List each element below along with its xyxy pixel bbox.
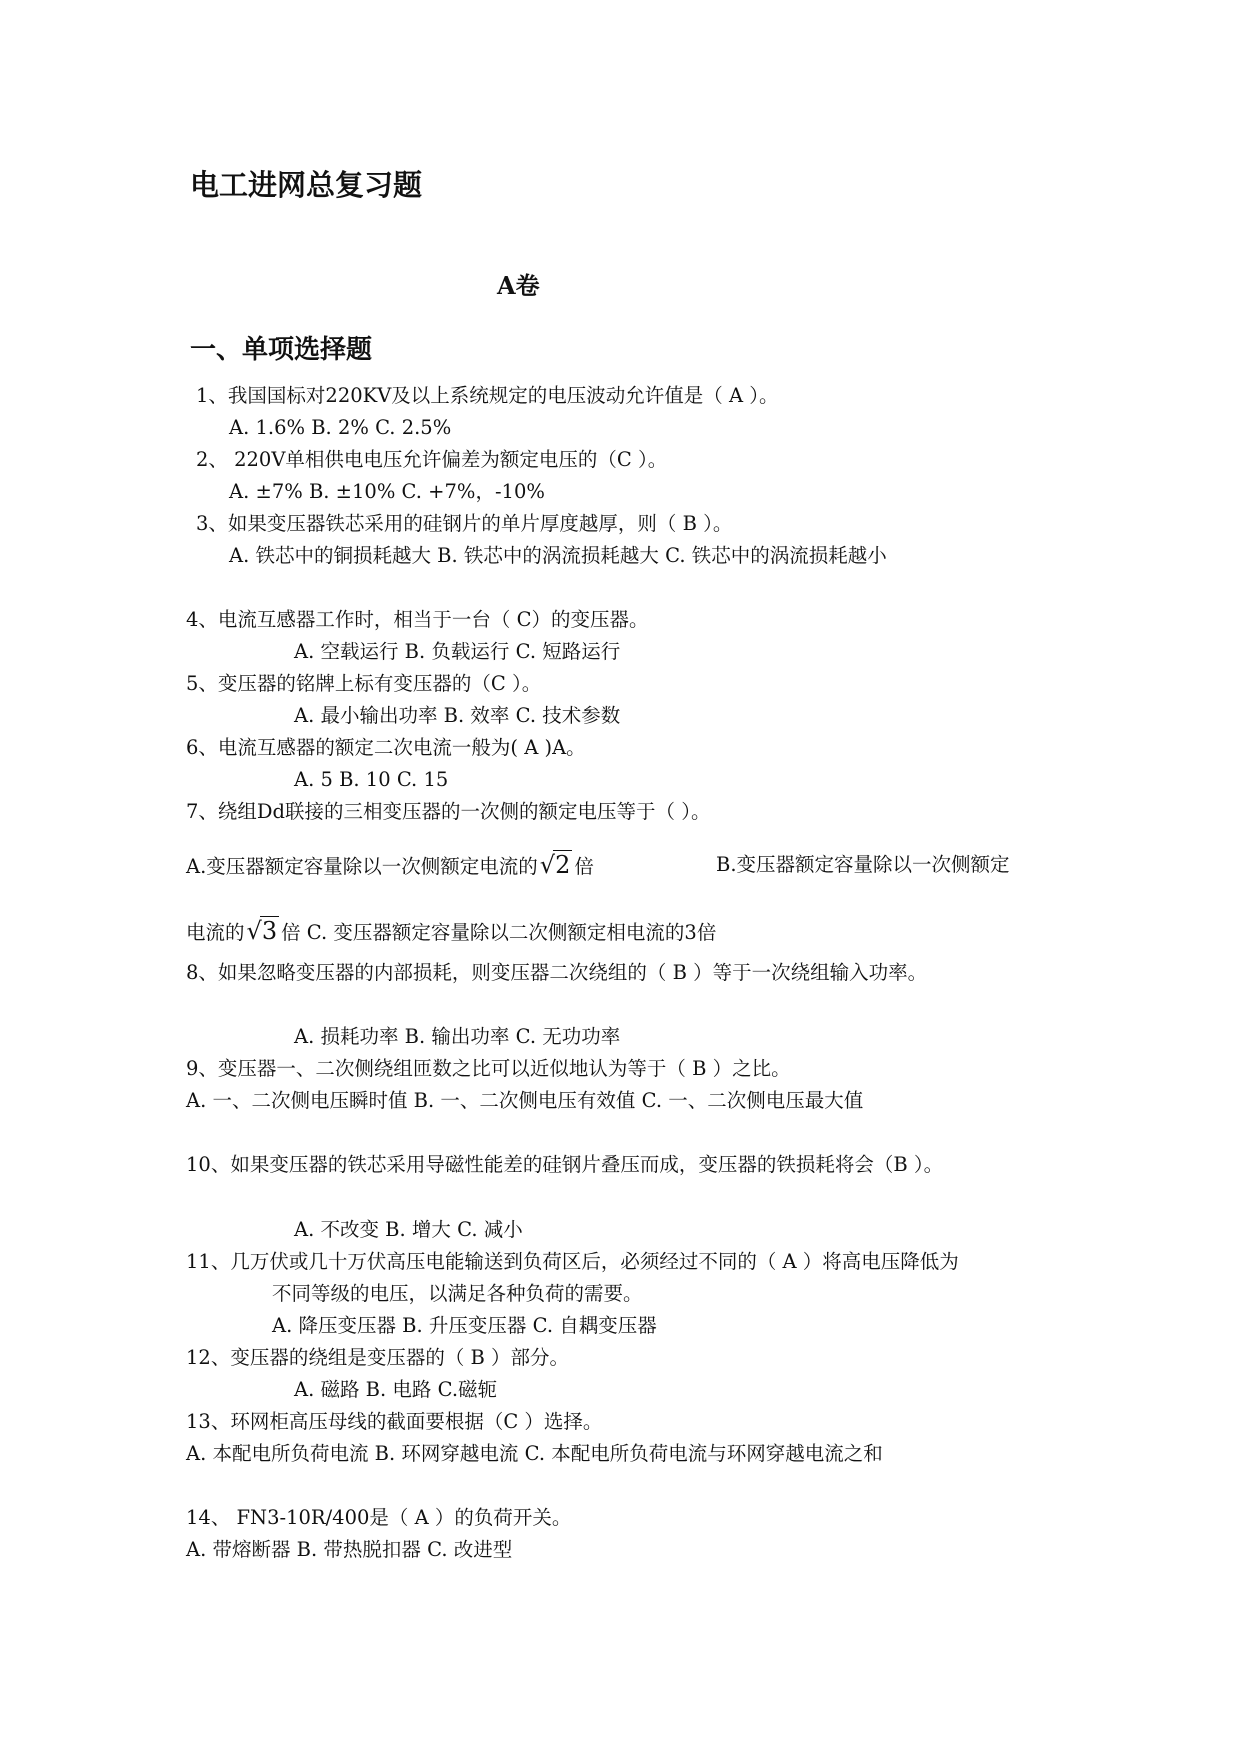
sqrt-3-formula: √3: [246, 917, 278, 945]
sqrt-2-formula: √2: [539, 851, 571, 879]
question-7-option-a: [186, 852, 594, 880]
question-8-options: A. 损耗功率 B. 输出功率 C. 无功功率: [294, 1025, 621, 1048]
question-11-cont: 不同等级的电压，以满足各种负荷的需要。: [272, 1282, 643, 1305]
option-c-text: 倍 C. 变压器额定容量除以二次侧额定相电流的3倍: [281, 921, 717, 944]
question-12-options: A. 磁路 B. 电路 C.磁轭: [294, 1378, 498, 1401]
question-7-option-b-cont: [186, 918, 716, 946]
question-2-options: A. ±7% B. ±10% C. +7%，-10%: [229, 480, 545, 503]
question-3-options: A. 铁芯中的铜损耗越大 B. 铁芯中的涡流损耗越大 C. 铁芯中的涡流损耗越小: [229, 544, 887, 567]
question-11-options: A. 降压变压器 B. 升压变压器 C. 自耦变压器: [272, 1314, 657, 1337]
question-9: 9、变压器一、二次侧绕组匝数之比可以近似地认为等于（ B ）之比。: [186, 1057, 791, 1080]
question-8: 8、如果忽略变压器的内部损耗，则变压器二次绕组的（ B ）等于一次绕组输入功率。: [186, 961, 928, 984]
doc-subtitle: A卷: [497, 271, 540, 300]
question-10-options: A. 不改变 B. 增大 C. 减小: [294, 1218, 523, 1241]
question-12: 12、变压器的绕组是变压器的（ B ）部分。: [186, 1346, 570, 1369]
question-4-options: A. 空载运行 B. 负载运行 C. 短路运行: [294, 640, 621, 663]
question-5: 5、变压器的铭牌上标有变压器的（C ）。: [186, 672, 542, 695]
question-7: 7、绕组Dd联接的三相变压器的一次侧的额定电压等于（ ）。: [186, 800, 711, 823]
question-5-options: A. 最小输出功率 B. 效率 C. 技术参数: [294, 704, 621, 727]
question-6-options: A. 5 B. 10 C. 15: [294, 768, 449, 791]
question-4: 4、电流互感器工作时，相当于一台（ C）的变压器。: [186, 608, 649, 631]
question-13-options: A. 本配电所负荷电流 B. 环网穿越电流 C. 本配电所负荷电流与环网穿越电流之和: [186, 1442, 883, 1465]
question-3: 3、如果变压器铁芯采用的硅钢片的单片厚度越厚，则（ B ）。: [196, 512, 733, 535]
question-11: 11、几万伏或几十万伏高压电能输送到负荷区后，必须经过不同的（ A ）将高电压降低为: [186, 1250, 959, 1273]
option-a-suffix: 倍: [574, 855, 594, 878]
section-heading: 一、单项选择题: [190, 335, 373, 365]
question-13: 13、环网柜高压母线的截面要根据（C ）选择。: [186, 1410, 603, 1433]
question-1-options: A. 1.6% B. 2% C. 2.5%: [229, 416, 452, 439]
question-1: 1、我国国标对220KV及以上系统规定的电压波动允许值是（ A ）。: [196, 384, 779, 407]
question-14: 14、 FN3-10R/400是（ A ）的负荷开关。: [186, 1506, 572, 1529]
question-7-option-b: B.变压器额定容量除以一次侧额定: [716, 853, 1010, 876]
question-6: 6、电流互感器的额定二次电流一般为( A )A。: [186, 736, 586, 759]
question-2: 2、 220V单相供电电压允许偏差为额定电压的（C ）。: [196, 448, 668, 471]
option-b-cont-text: 电流的: [186, 921, 245, 944]
option-a-text: A.变压器额定容量除以一次侧额定电流的: [186, 855, 538, 878]
doc-title: 电工进网总复习题: [190, 168, 423, 202]
question-9-options: A. 一、二次侧电压瞬时值 B. 一、二次侧电压有效值 C. 一、二次侧电压最大值: [186, 1089, 864, 1112]
question-14-options: A. 带熔断器 B. 带热脱扣器 C. 改进型: [186, 1538, 513, 1561]
question-10: 10、如果变压器的铁芯采用导磁性能差的硅钢片叠压而成，变压器的铁损耗将会（B ）。: [186, 1153, 944, 1176]
